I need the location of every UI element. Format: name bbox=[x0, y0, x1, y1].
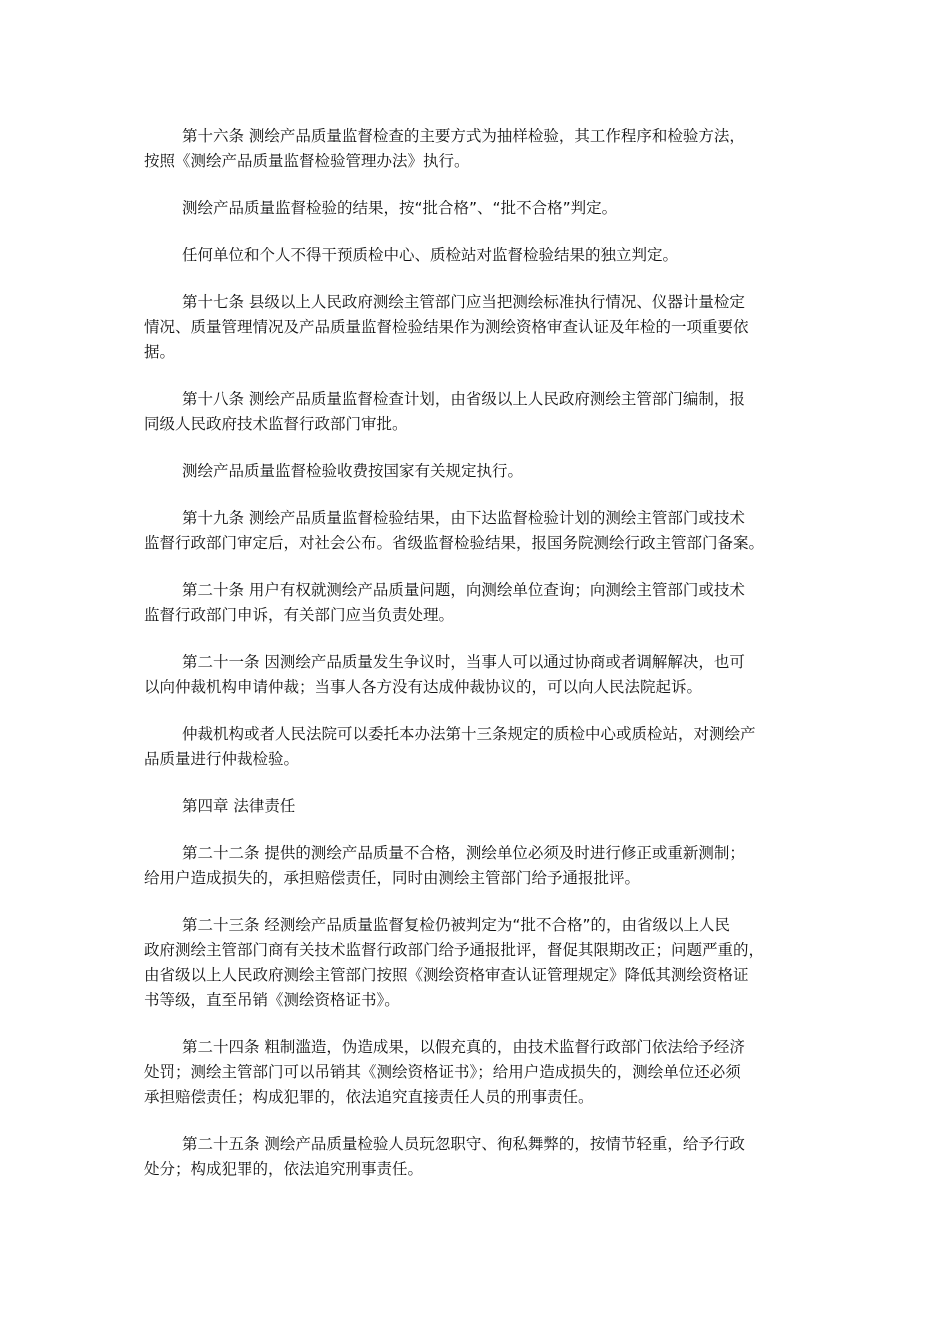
paragraph-line: 处分；构成犯罪的，依法追究刑事责任。 bbox=[144, 1160, 424, 1178]
document-body bbox=[144, 124, 808, 1204]
paragraph-line: 第二十一条 因测绘产品质量发生争议时，当事人可以通过协商或者调解解决，也可 bbox=[182, 653, 745, 671]
paragraph-line: 由省级以上人民政府测绘主管部门按照《测绘资格审查认证管理规定》降低其测绘资格证 bbox=[144, 966, 749, 984]
paragraph bbox=[144, 913, 808, 1013]
paragraph bbox=[144, 841, 808, 891]
paragraph-line: 任何单位和个人不得干预质检中心、质检站对监督检验结果的独立判定。 bbox=[182, 246, 679, 264]
paragraph-line: 同级人民政府技术监督行政部门审批。 bbox=[144, 415, 408, 433]
paragraph-line: 仲裁机构或者人民法院可以委托本办法第十三条规定的质检中心或质检站，对测绘产 bbox=[182, 725, 756, 743]
paragraph-line: 第二十四条 粗制滥造，伪造成果，以假充真的，由技术监督行政部门依法给予经济 bbox=[182, 1038, 745, 1056]
paragraph bbox=[144, 196, 808, 221]
paragraph bbox=[144, 459, 808, 484]
paragraph-line: 监督行政部门申诉，有关部门应当负责处理。 bbox=[144, 606, 455, 624]
paragraph bbox=[144, 1035, 808, 1110]
paragraph-line: 第十七条 县级以上人民政府测绘主管部门应当把测绘标准执行情况、仪器计量检定 bbox=[182, 293, 745, 311]
paragraph bbox=[144, 506, 808, 556]
paragraph bbox=[144, 794, 808, 819]
paragraph-line: 第二十条 用户有权就测绘产品质量问题，向测绘单位查询；向测绘主管部门或技术 bbox=[182, 581, 745, 599]
paragraph-line: 处罚；测绘主管部门可以吊销其《测绘资格证书》；给用户造成损失的，测绘单位还必须 bbox=[144, 1063, 741, 1081]
paragraph bbox=[144, 290, 808, 365]
paragraph-line: 监督行政部门审定后，对社会公布。省级监督检验结果，报国务院测绘行政主管部门备案。 bbox=[144, 534, 765, 552]
paragraph bbox=[144, 387, 808, 437]
paragraph bbox=[144, 578, 808, 628]
paragraph-line: 第四章 法律责任 bbox=[182, 797, 296, 815]
paragraph-line: 测绘产品质量监督检验的结果，按“批合格”、“批不合格”判定。 bbox=[182, 199, 618, 217]
paragraph bbox=[144, 124, 808, 174]
paragraph-line: 第十六条 测绘产品质量监督检查的主要方式为抽样检验，其工作程序和检验方法， bbox=[182, 127, 745, 145]
paragraph-line: 书等级，直至吊销《测绘资格证书》。 bbox=[144, 991, 400, 1009]
paragraph-line: 第二十二条 提供的测绘产品质量不合格，测绘单位必须及时进行修正或重新测制； bbox=[182, 844, 745, 862]
paragraph-line: 给用户造成损失的，承担赔偿责任，同时由测绘主管部门给予通报批评。 bbox=[144, 869, 641, 887]
paragraph-line: 第二十五条 测绘产品质量检验人员玩忽职守、徇私舞弊的，按情节轻重，给予行政 bbox=[182, 1135, 745, 1153]
paragraph-line: 承担赔偿责任；构成犯罪的，依法追究直接责任人员的刑事责任。 bbox=[144, 1088, 594, 1106]
paragraph-line: 情况、质量管理情况及产品质量监督检验结果作为测绘资格审查认证及年检的一项重要依 bbox=[144, 318, 749, 336]
paragraph-line: 品质量进行仲裁检验。 bbox=[144, 750, 300, 768]
paragraph-line: 第二十三条 经测绘产品质量监督复检仍被判定为“批不合格”的，由省级以上人民 bbox=[182, 916, 730, 934]
paragraph-line: 以向仲裁机构申请仲裁；当事人各方没有达成仲裁协议的，可以向人民法院起诉。 bbox=[144, 678, 703, 696]
paragraph-line: 据。 bbox=[144, 343, 176, 361]
paragraph-line: 测绘产品质量监督检验收费按国家有关规定执行。 bbox=[182, 462, 524, 480]
paragraph-line: 第十八条 测绘产品质量监督检查计划，由省级以上人民政府测绘主管部门编制，报 bbox=[182, 390, 745, 408]
paragraph bbox=[144, 722, 808, 772]
paragraph-line: 政府测绘主管部门商有关技术监督行政部门给予通报批评，督促其限期改正；问题严重的， bbox=[144, 941, 765, 959]
paragraph-line: 第十九条 测绘产品质量监督检验结果，由下达监督检验计划的测绘主管部门或技术 bbox=[182, 509, 745, 527]
paragraph bbox=[144, 1132, 808, 1182]
paragraph bbox=[144, 650, 808, 700]
paragraph-line: 按照《测绘产品质量监督检验管理办法》执行。 bbox=[144, 152, 470, 170]
paragraph bbox=[144, 243, 808, 268]
